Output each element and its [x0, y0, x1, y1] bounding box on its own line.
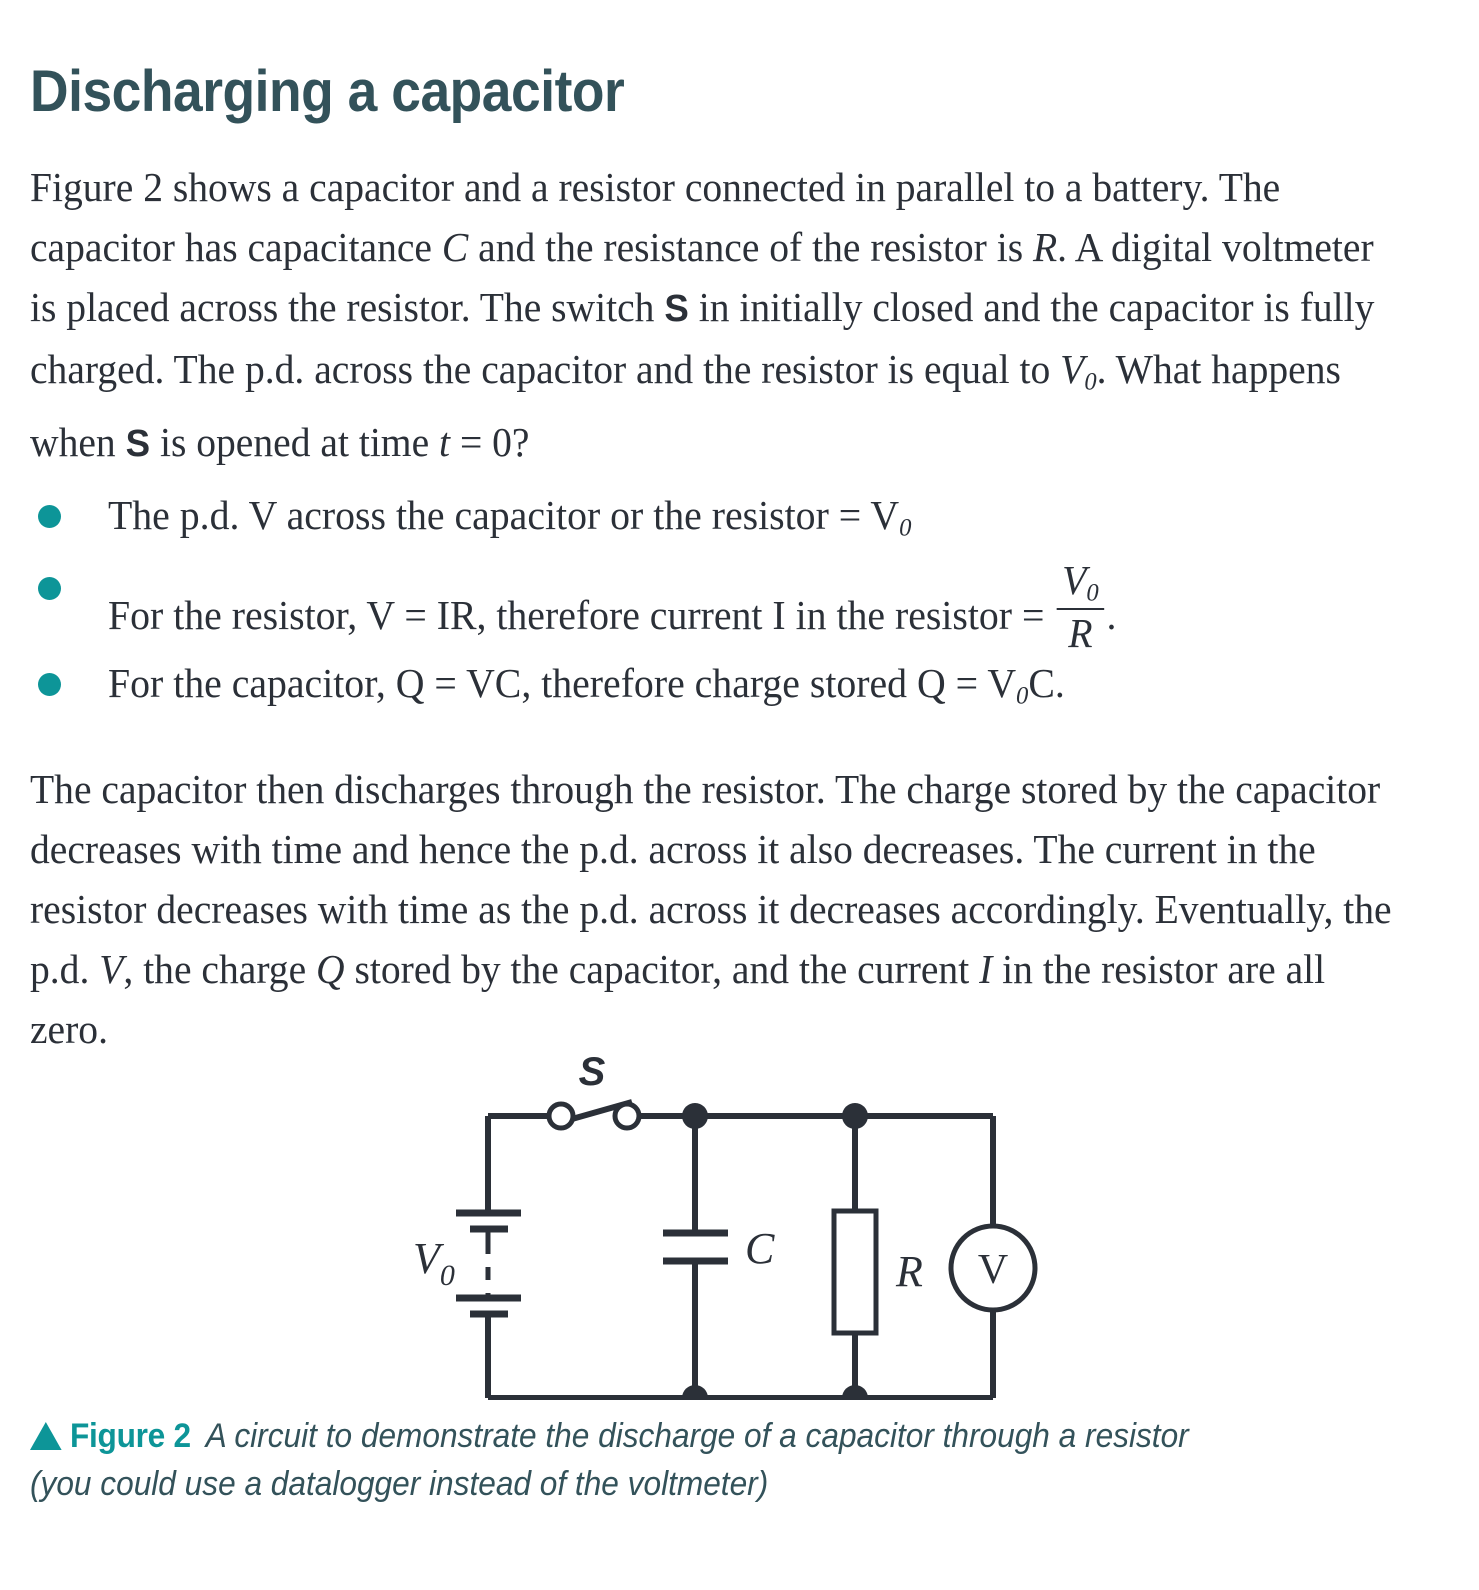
- intro-text-2: and the resistance of the resistor is: [468, 224, 1033, 270]
- body-text-2: , the charge: [123, 946, 317, 992]
- figure-caption: [30, 1412, 1351, 1508]
- cap-text-1: For the capacitor,: [108, 660, 396, 707]
- res-text-3: in the resistor =: [785, 591, 1055, 638]
- intro-text-3: . A digital voltmeter is placed across the resistor. The switch: [30, 224, 1374, 330]
- switch-symbol-bold-2: S: [125, 422, 151, 465]
- res-var-ir: IR: [436, 591, 477, 638]
- intro-text-5: . What happens when: [30, 346, 1341, 465]
- caption-figure-label: Figure 2: [69, 1417, 191, 1455]
- bullet-dot-icon: [38, 673, 61, 696]
- list-item-capacitor: [30, 655, 1450, 727]
- cap-var-c: C: [1028, 660, 1055, 707]
- page-title: Discharging a capacitor: [30, 58, 625, 124]
- intro-text-1: Figure 2 shows a capacitor and a resistor connected in parallel to a battery. The capacitor has capacitance: [30, 164, 1281, 270]
- list-item-resistor-text: [108, 559, 1410, 655]
- caption-text-line1: A circuit to demonstrate the discharge of a capacitor through a resistor: [205, 1417, 1189, 1455]
- caption-triangle-icon: [30, 1422, 62, 1450]
- fraction-v0-over-r: [1056, 559, 1104, 655]
- pd-var-v: V: [248, 492, 277, 538]
- body-var-v: V: [99, 946, 124, 992]
- circuit-diagram-svg: [0, 1030, 1479, 1400]
- cap-var-v0-base: V: [987, 660, 1017, 707]
- cap-text-2: , therefore charge stored: [521, 660, 917, 707]
- var-capacitance: C: [441, 224, 469, 270]
- var-time: t: [439, 418, 451, 465]
- fraction-denominator: R: [1068, 610, 1093, 657]
- caption-text-line2: (you could use a datalogger instead of the voltmeter): [30, 1465, 769, 1503]
- cap-var-v0-sub: 0: [1016, 681, 1029, 710]
- intro-text-6: is opened at time: [150, 418, 440, 465]
- fraction-num-sub: 0: [1086, 578, 1099, 607]
- intro-paragraph: [30, 157, 1400, 474]
- body-var-i: I: [979, 946, 993, 992]
- body-paragraph: [30, 759, 1400, 1059]
- pd-text-1: The p.d.: [108, 492, 249, 538]
- body-text-4: in the resistor are all zero.: [30, 946, 1326, 1052]
- battery-label: $V_0$: [413, 1234, 455, 1292]
- intro-text-7: = 0?: [450, 418, 530, 465]
- bullet-list: [30, 487, 1450, 727]
- res-var-i: I: [772, 591, 786, 638]
- body-text-3: stored by the capacitor, and the current: [344, 946, 980, 992]
- junction-dot-bottom-resistor: [842, 1385, 868, 1400]
- body-var-q: Q: [316, 946, 345, 992]
- resistor-body: [834, 1211, 876, 1333]
- junction-dot-bottom-capacitor: [682, 1385, 708, 1400]
- fraction-num-base: V: [1062, 557, 1087, 603]
- bullet-dot-icon: [38, 505, 61, 528]
- res-text-1: For the resistor,: [108, 591, 367, 638]
- cap-var-vc: VC: [466, 660, 522, 707]
- body-text-1: The capacitor then discharges through the resistor. The charge stored by the capacitor decreases with time and hence the p.d. across it also decreases. The current in the resistor decreases with time as the p.d. across it decreases accordingly. Eventually, the p.d.: [30, 766, 1392, 992]
- intro-text-4: in initially closed and the capacitor is fully charged. The p.d. across the capacitor and the resistor is equal to: [30, 284, 1375, 392]
- list-item-capacitor-text: [108, 655, 1410, 724]
- capacitor-label: C: [745, 1224, 775, 1273]
- cap-equals-1: =: [424, 660, 467, 707]
- var-v0-base: V: [1060, 346, 1085, 392]
- list-item-pd-text: [108, 487, 1410, 556]
- switch-terminal-right-icon: [615, 1104, 639, 1128]
- res-period: .: [1106, 591, 1117, 638]
- var-v0-sub: 0: [1084, 367, 1097, 396]
- pd-var-v0-base: V: [870, 492, 900, 538]
- cap-var-q2: Q: [916, 660, 946, 707]
- list-item-pd: [30, 487, 1450, 559]
- switch-label: S: [578, 1050, 606, 1094]
- res-equals-1: =: [394, 591, 437, 638]
- junction-dot-top-resistor: [842, 1103, 868, 1129]
- switch-symbol-bold-1: S: [664, 288, 689, 330]
- cap-period: .: [1054, 660, 1065, 707]
- junction-dot-top-capacitor: [682, 1103, 708, 1129]
- cap-var-q: Q: [395, 660, 425, 707]
- res-var-v: V: [366, 591, 395, 638]
- circuit-figure: [0, 1030, 1479, 1400]
- pd-var-v0-sub: 0: [899, 513, 912, 542]
- resistor-label: R: [896, 1247, 923, 1296]
- pd-text-2: across the capacitor or the resistor =: [276, 492, 871, 538]
- var-resistance: R: [1032, 224, 1058, 270]
- switch-terminal-left-icon: [549, 1104, 573, 1128]
- bullet-dot-icon: [38, 577, 61, 600]
- cap-equals-2: =: [945, 660, 988, 707]
- list-item-resistor: [30, 559, 1450, 655]
- res-text-2: , therefore current: [476, 591, 773, 638]
- voltmeter-label: V: [977, 1247, 1009, 1293]
- fraction-numerator: [1056, 559, 1104, 610]
